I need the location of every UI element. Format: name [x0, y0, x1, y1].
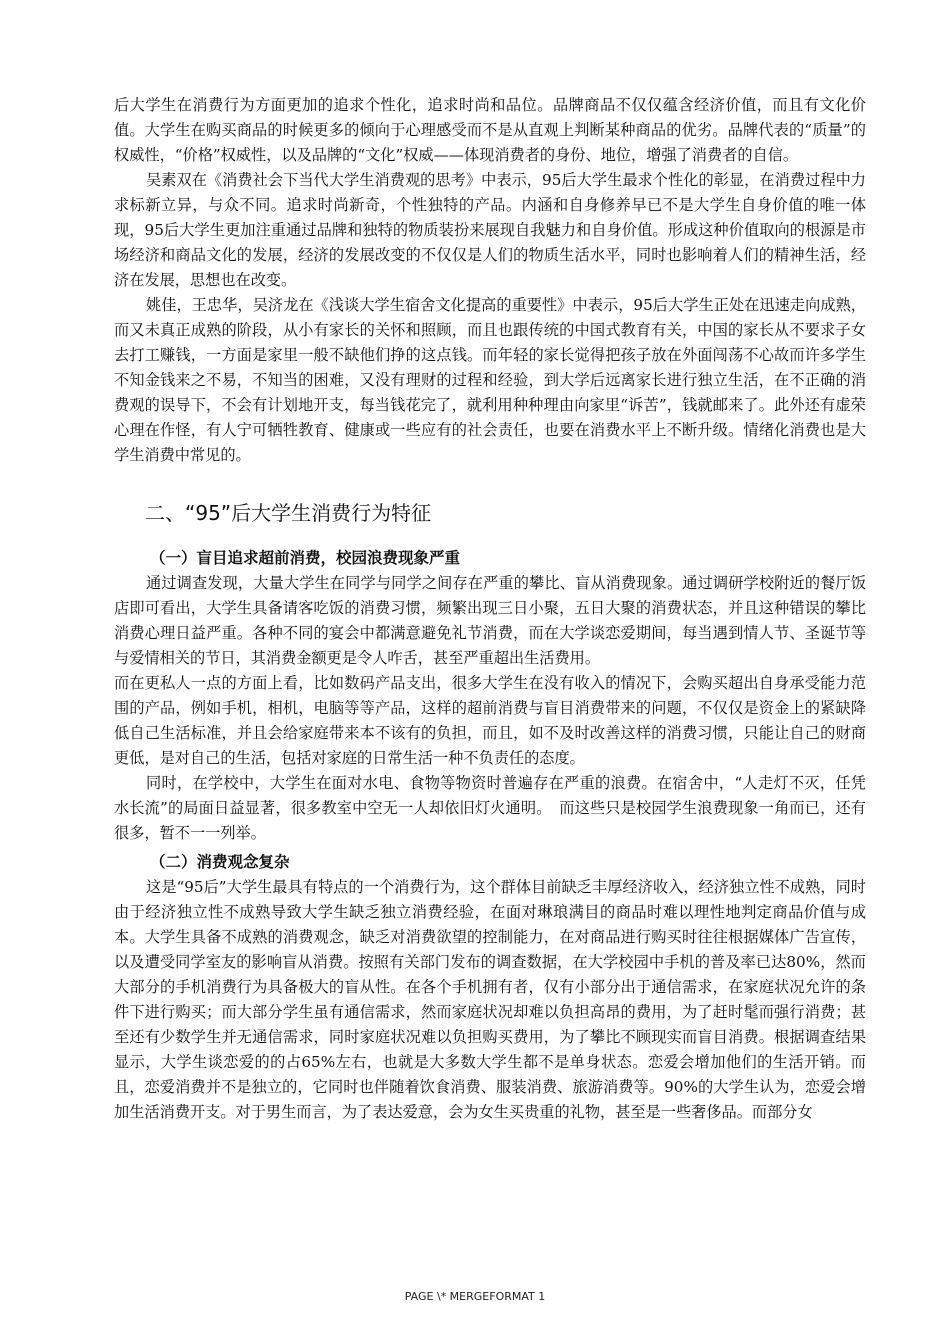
subsection-2-paragraph-1: 这是“95后”大学生最具有特点的一个消费行为，这个群体目前缺乏丰厚经济收入，经济独立性不成熟，同时由于经济独立性不成熟导致大学生缺乏独立消费经验，在面对琳琅满目的商品时难以理性地判定商品价值与成本。大学生具备不成熟的消费观念，缺乏对消费欲望的控制能力，在对商品进行购买时往往根据媒体广告宣传，以及遭受同学室友的影响盲从消费。按照有关部门发布的调查数据，在大学校园中手机的普及率已达80%，然而大部分的手机消费行为具备极大的盲从性。在各个手机拥有者，仅有小部分出于通信需求，在家庭状况允许的条件下进行购买；而大部分学生虽有通信需求，然而家庭状况却难以负担高昂的费用，为了赶时髦而强行消费；甚至还有少数学生并无通信需求，同时家庭状况难以负担购买费用，为了攀比不顾现实而盲目消费。根据调查结果显示，大学生谈恋爱的的占65%左右，也就是大多数大学生都不是单身状态。恋爱会增加他们的生活开销。而且，恋爱消费并不是独立的，它同时也伴随着饮食消费、服装消费、旅游消费等。90%的大学生认为，恋爱会增加生活消费开支。对于男生而言，为了表达爱意，会为女生买贵重的礼物，甚至是一些奢侈品。而部分女	[114, 878, 866, 1121]
intro-paragraph-3: 姚佳，王忠华，吴济龙在《浅谈大学生宿舍文化提高的重要性》中表示，95后大学生正处在迅速走向成熟，而又未真正成熟的阶段，从小有家长的关怀和照顾，而且也跟传统的中国式教育有关，中国的家长从不要求子女去打工赚钱，一方面是家里一般不缺他们挣的这点钱。而年轻的家长觉得把孩子放在外面闯荡不心故而许多学生不知金钱来之不易，不知当的困难，又没有理财的过程和经验，到大学后远离家长进行独立生活，在不正确的消费观的误导下，不会有计划地开支，每当钱花完了，就利用种种理由向家里“诉苦”，钱就邮来了。此外还有虚荣心理在作怪，有人宁可牺牲教育、健康或一些应有的社会责任，也要在消费水平上不断升级。情绪化消费也是大学生消费中常见的。	[114, 296, 866, 464]
section-heading: 二、“95”后大学生消费行为特征	[145, 501, 432, 525]
intro-paragraph-1: 后大学生在消费行为方面更加的追求个性化，追求时尚和品位。品牌商品不仅仅蕴含经济价值，而且有文化价值。大学生在购买商品的时候更多的倾向于心理感受而不是从直观上判断某种商品的优劣。品牌代表的“质量”的权威性，“价格”权威性，以及品牌的“文化”权威——体现消费者的身份、地位，增强了消费者的自信。	[114, 96, 866, 164]
subsection-1-paragraph-3: 同时，在学校中，大学生在面对水电、食物等物资时普遍存在严重的浪费。在宿舍中，“人走灯不灭，任凭水长流”的局面日益显著，很多教室中空无一人却依旧灯火通明。 而这些只是校园学生浪费现象一角而已，还有很多，暂不一一列举。	[114, 774, 866, 842]
subsection-1-paragraph-2: 而在更私人一点的方面上看，比如数码产品支出，很多大学生在没有收入的情况下，会购买超出自身承受能力范围的产品，例如手机，相机，电脑等等产品，这样的超前消费与盲目消费带来的问题，不仅仅是资金上的紧缺降低自己生活标准，并且会给家庭带来本不该有的负担，而且，如不及时改善这样的消费习惯，只能让自己的财商更低，是对自己的生活，包括对家庭的日常生活一种不负责任的态度。	[114, 674, 866, 767]
document-body	[114, 93, 866, 1125]
intro-paragraph-2: 吴素双在《消费社会下当代大学生消费观的思考》中表示，95后大学生最求个性化的彰显，在消费过程中力求标新立异，与众不同。追求时尚新奇，个性独特的产品。内涵和自身修养早已不是大学生自身价值的唯一体现，95后大学生更加注重通过品牌和独特的物质装扮来展现自我魅力和自身价值。形成这种价值取向的根源是市场经济和商品文化的发展，经济的发展改变的不仅仅是人们的物质生活水平，同时也影响着人们的精神生活，经济在发展，思想也在改变。	[114, 171, 866, 289]
page-footer-field: PAGE \* MERGEFORMAT 1	[404, 1290, 546, 1303]
subsection-1-heading: （一）盲目追求超前消费，校园浪费现象严重	[150, 549, 461, 567]
subsection-1-paragraph-1: 通过调查发现，大量大学生在同学与同学之间存在严重的攀比、盲从消费现象。通过调研学校附近的餐厅饭店即可看出，大学生具备请客吃饭的消费习惯，频繁出现三日小聚，五日大聚的消费状态，并且这种错误的攀比消费心理日益严重。各种不同的宴会中都满意避免礼节消费，而在大学谈恋爱期间，每当遇到情人节、圣诞节等与爱情相关的节日，其消费金额更是令人咋舌，甚至严重超出生活费用。	[114, 574, 866, 667]
subsection-2-heading: （二）消费观念复杂	[150, 853, 290, 871]
